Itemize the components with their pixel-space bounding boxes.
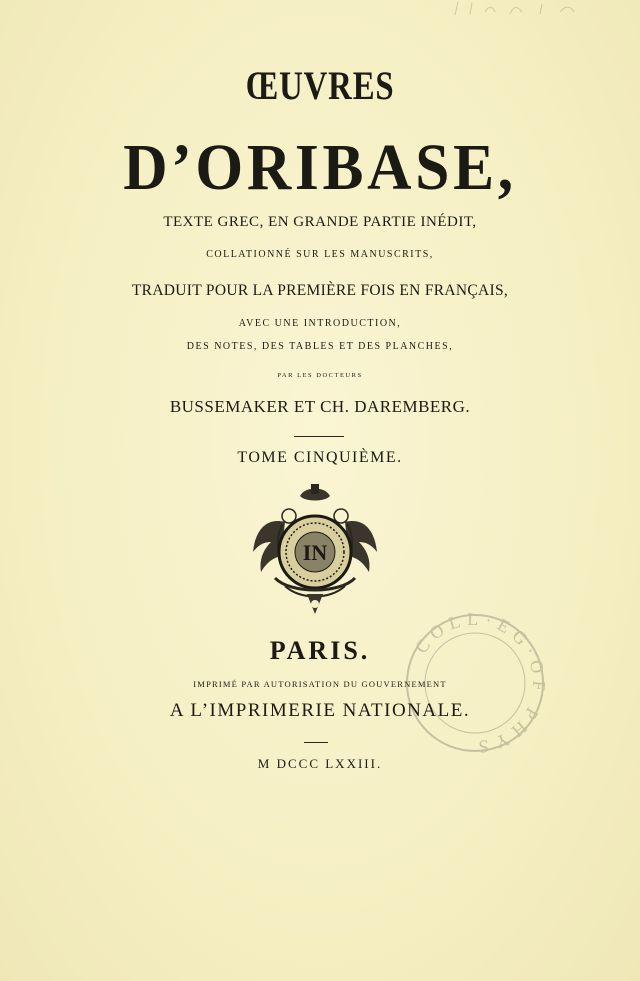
title-line-1: ŒUVRES (245, 63, 395, 108)
subtitle-line-3: TRADUIT POUR LA PREMIÈRE FOIS EN FRANÇAIS, (131, 282, 509, 299)
imprint-year: M DCCC LXXIII. (257, 756, 383, 771)
authors: BUSSEMAKER ET CH. DAREMBERG. (169, 397, 471, 416)
byline-prefix: PAR LES DOCTEURS (277, 372, 363, 379)
subtitle-line-4: AVEC UNE INTRODUCTION, (238, 318, 402, 329)
imprint-line-1: IMPRIMÉ PAR AUTORISATION DU GOUVERNEMENT (193, 679, 447, 689)
subtitle-line-2: COLLATIONNÉ SUR LES MANUSCRITS, (206, 249, 434, 260)
subtitle-line-5: DES NOTES, DES TABLES ET DES PLANCHES, (186, 341, 454, 352)
imprint-city: PARIS. (269, 636, 371, 665)
handwritten-shelfmark-icon (450, 0, 600, 20)
imprimerie-nationale-emblem-icon (245, 482, 385, 617)
emblem-monogram: IN (302, 540, 328, 565)
volume-label: TOME CINQUIÈME. (237, 449, 403, 466)
imprint-line-2: A L’IMPRIMERIE NATIONALE. (169, 700, 471, 721)
divider-rule-small (304, 742, 328, 743)
title-line-2: D’ORIBASE, (123, 131, 517, 204)
stamp-text: COLL·EG·OF PHYS (410, 608, 550, 758)
divider-rule (294, 436, 344, 437)
subtitle-line-1: TEXTE GREC, EN GRANDE PARTIE INÉDIT, (163, 214, 477, 230)
